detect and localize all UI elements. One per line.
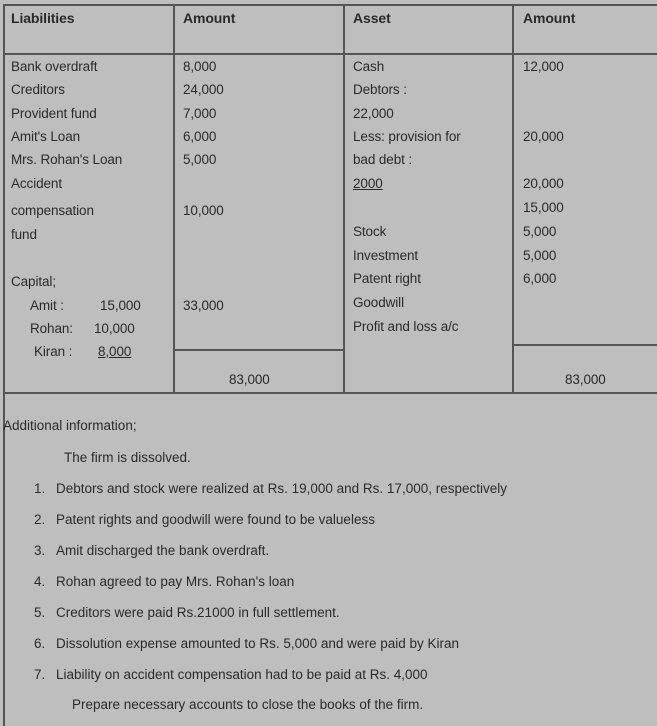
asset-label: Less: provision for: [353, 129, 461, 144]
asset-amount: 12,000: [523, 59, 564, 74]
liability-label: Provident fund: [11, 106, 97, 121]
asset-sub-value: 2000: [353, 176, 383, 191]
liability-label: compensation: [11, 203, 94, 218]
asset-label: Goodwill: [353, 295, 404, 310]
partner-capital: 15,000: [100, 298, 141, 313]
col-divider-2: [343, 4, 345, 394]
partner-capital: 10,000: [94, 321, 135, 336]
item-text: Amit discharged the bank overdraft.: [56, 543, 270, 558]
header-liabilities-amount: Amount: [183, 10, 236, 26]
closing-instruction: Prepare necessary accounts to close the books of the firm.: [72, 697, 424, 712]
liabilities-total-line: [174, 349, 344, 351]
table-bottom-border: [4, 392, 657, 394]
liability-amount: 8,000: [183, 59, 217, 74]
liability-label: Accident: [11, 176, 62, 191]
header-asset: Asset: [353, 10, 391, 26]
item-text: Dissolution expense amounted to Rs. 5,000 and were paid by Kiran: [56, 636, 459, 651]
additional-intro: The firm is dissolved.: [64, 450, 191, 465]
asset-label: Patent right: [353, 271, 421, 286]
asset-label: Profit and loss a/c: [353, 319, 459, 334]
item-text: Liability on accident compensation had to be paid at Rs. 4,000: [56, 667, 428, 682]
assets-total: 83,000: [565, 372, 606, 387]
item-text: Patent rights and goodwill were found to be valueless: [56, 512, 375, 527]
partner-name: Kiran :: [34, 344, 73, 359]
asset-amount: 15,000: [523, 200, 564, 215]
asset-amount: 5,000: [523, 248, 557, 263]
header-asset-amount: Amount: [523, 10, 576, 26]
liability-label: Mrs. Rohan's Loan: [11, 152, 123, 167]
liability-label: Creditors: [11, 82, 65, 97]
capital-amount: 33,000: [183, 298, 224, 313]
partner-name: Amit :: [30, 298, 64, 313]
additional-heading: Additional information;: [3, 418, 137, 433]
item-number: 4.: [34, 574, 46, 589]
col-divider-1: [173, 4, 175, 394]
liability-label: Amit's Loan: [11, 129, 81, 144]
liability-label: Bank overdraft: [11, 59, 98, 74]
item-text: Debtors and stock were realized at Rs. 19,000 and Rs. 17,000, respectively: [56, 481, 507, 496]
asset-label: Investment: [353, 248, 419, 263]
asset-label: Stock: [353, 224, 387, 239]
asset-sub-value: 22,000: [353, 106, 394, 121]
item-number: 3.: [34, 543, 46, 558]
item-text: Creditors were paid Rs.21000 in full settlement.: [56, 605, 340, 620]
header-bottom-border: [4, 53, 657, 55]
liability-label: fund: [11, 227, 37, 242]
asset-amount: 20,000: [523, 176, 564, 191]
asset-amount: 5,000: [523, 224, 557, 239]
item-number: 5.: [34, 605, 46, 620]
item-text: Rohan agreed to pay Mrs. Rohan's loan: [56, 574, 295, 589]
liability-amount: 24,000: [183, 82, 224, 97]
capital-label: Capital;: [11, 274, 56, 289]
partner-capital: 8,000: [98, 344, 132, 359]
liability-amount: 7,000: [183, 106, 217, 121]
liability-amount: 10,000: [183, 203, 224, 218]
asset-label: Cash: [353, 59, 385, 74]
item-number: 7.: [34, 667, 46, 682]
table-left-border: [3, 4, 5, 726]
assets-total-line: [513, 344, 657, 346]
header-liabilities: Liabilities: [11, 10, 75, 26]
liabilities-total: 83,000: [229, 372, 270, 387]
liability-amount: 6,000: [183, 129, 217, 144]
partner-name: Rohan:: [30, 321, 73, 336]
asset-amount: 20,000: [523, 129, 564, 144]
asset-label: bad debt :: [353, 152, 413, 167]
col-divider-3: [512, 4, 514, 394]
table-top-border: [4, 4, 657, 6]
asset-amount: 6,000: [523, 271, 557, 286]
item-number: 2.: [34, 512, 46, 527]
item-number: 1.: [34, 481, 46, 496]
liability-amount: 5,000: [183, 152, 217, 167]
asset-label: Debtors :: [353, 82, 407, 97]
item-number: 6.: [34, 636, 46, 651]
